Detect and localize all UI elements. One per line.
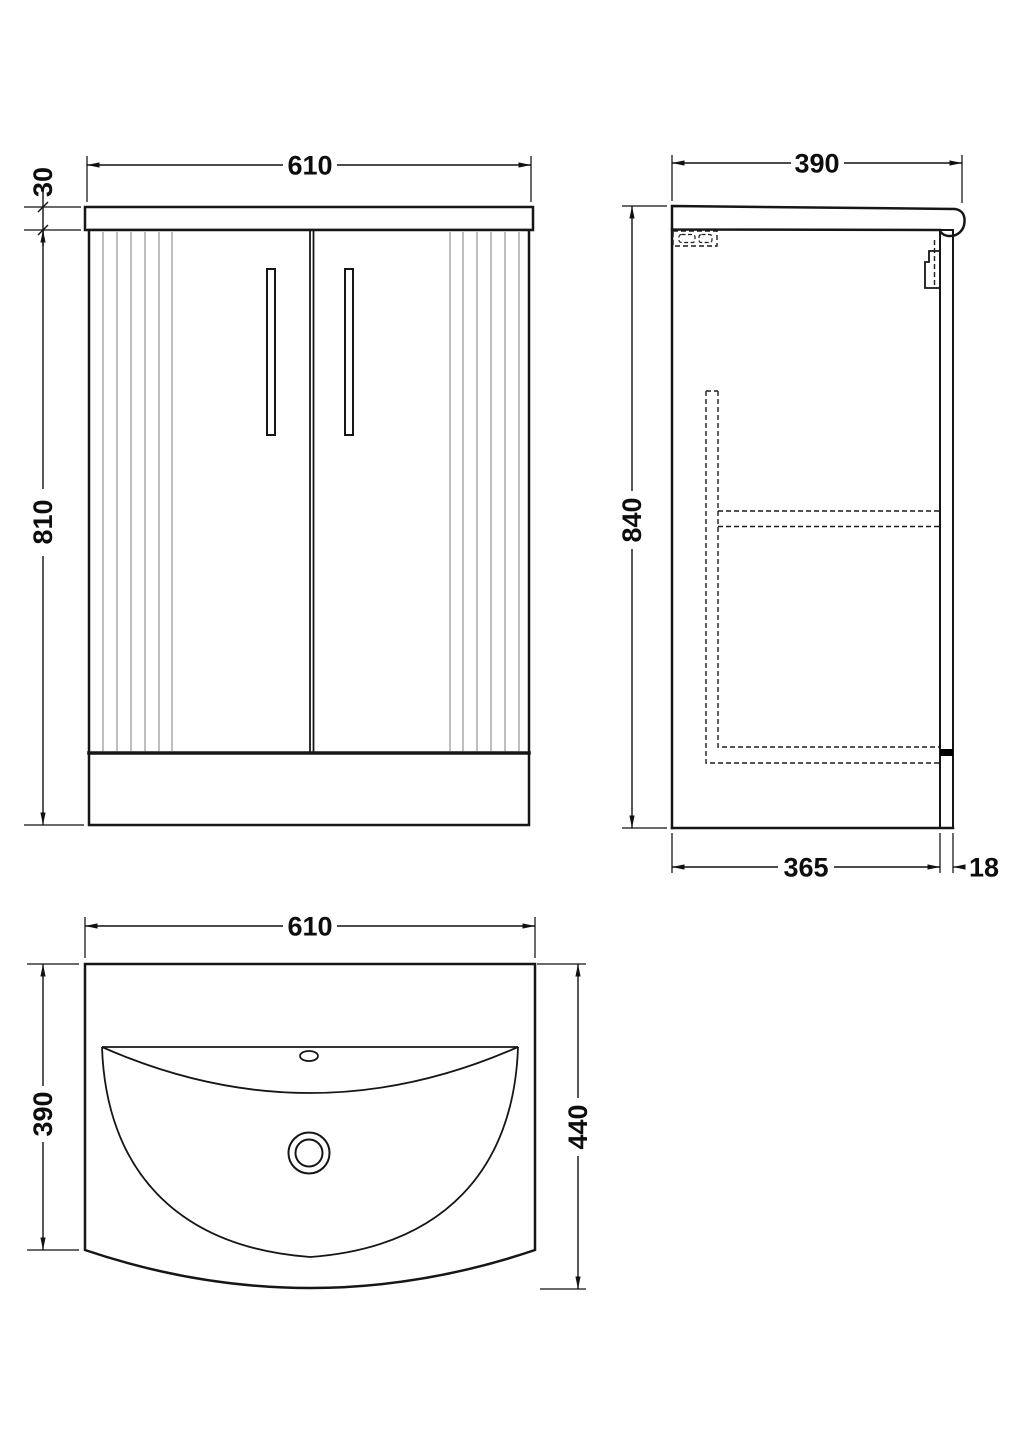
- dim-front-counter-thickness: [24, 167, 81, 246]
- dim-side-depth: [672, 149, 962, 204]
- dim-label-overall-height: 840: [617, 497, 647, 543]
- plan-basin-outline: [85, 964, 535, 1288]
- side-wall-bracket-hidden: [673, 231, 717, 246]
- front-countertop: [85, 207, 533, 230]
- dim-plan-width: [85, 912, 535, 959]
- hinge-plate-outline: [925, 251, 940, 288]
- dim-label-body-height: 810: [28, 499, 58, 545]
- side-top-hinge: [925, 240, 940, 288]
- dim-label-basin-depth: 390: [28, 1091, 58, 1137]
- dim-label-carcass-depth: 365: [783, 852, 829, 883]
- dim-plan-basin-depth: [27, 964, 79, 1250]
- bracket-clip-hidden: [679, 235, 695, 243]
- channel-outer-hidden: [706, 391, 940, 763]
- dim-front-width: [87, 151, 531, 203]
- channel-inner-hidden: [718, 391, 940, 747]
- dim-label-counter-thickness: 30: [28, 166, 58, 198]
- bracket-clip-hidden: [699, 235, 712, 243]
- dim-label-side-depth: 390: [794, 148, 840, 179]
- side-shelf-hidden: [718, 511, 940, 527]
- dim-side-door-thickness: [953, 833, 999, 883]
- side-bottom-hinge-block: [940, 749, 953, 756]
- front-elevation-view: [24, 151, 533, 826]
- dim-label-overall-depth: 440: [563, 1104, 593, 1150]
- dim-label-plan-width: 610: [287, 911, 333, 942]
- dim-label-door-thickness: 18: [968, 852, 1000, 883]
- side-door-panel: [940, 230, 953, 828]
- dim-plan-overall-depth: [537, 964, 593, 1289]
- dim-front-body-height: [24, 230, 84, 825]
- dim-side-overall-height: [617, 206, 667, 828]
- basin-plan-view: [27, 912, 593, 1290]
- side-service-channel-hidden: [706, 391, 940, 763]
- dim-label-front-width: 610: [287, 150, 333, 181]
- dim-side-carcass-depth: [672, 833, 940, 883]
- side-section-view: [617, 149, 999, 883]
